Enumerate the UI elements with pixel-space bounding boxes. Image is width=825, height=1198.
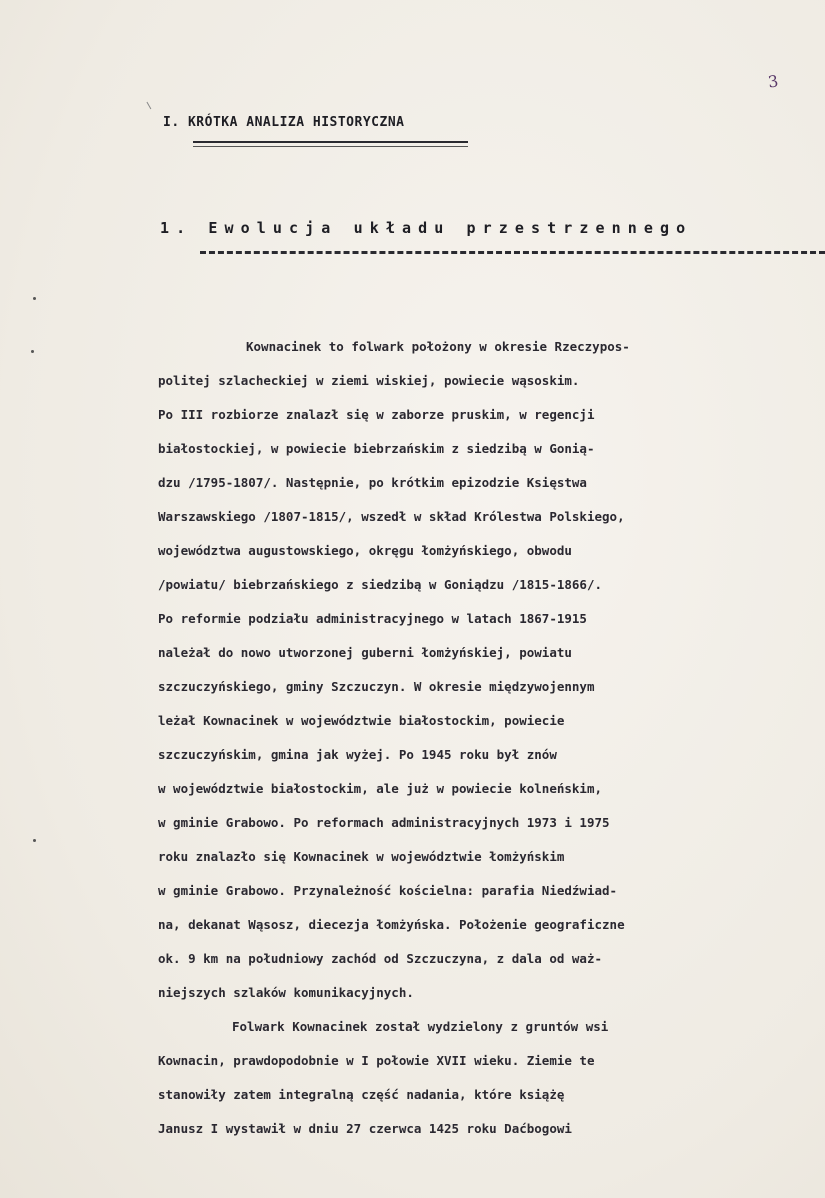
text-line: Po III rozbiorze znalazł się w zaborze pruskim, w regencji — [158, 407, 595, 422]
text-line: województwa augustowskiego, okręgu łomżyńskiego, obwodu — [158, 543, 572, 558]
text-line: politej szlacheckiej w ziemi wiskiej, powiecie wąsoskim. — [158, 373, 580, 388]
body-text — [158, 330, 818, 1146]
text-line: Janusz I wystawił w dniu 27 czerwca 1425 roku Daćbogowi — [158, 1121, 572, 1136]
text-line: /powiatu/ biebrzańskiego z siedzibą w Goniądzu /1815-1866/. — [158, 577, 603, 592]
text-line: Folwark Kownacinek został wydzielony z gruntów wsi — [232, 1019, 609, 1034]
text-line: szczuczyńskim, gmina jak wyżej. Po 1945 roku był znów — [158, 747, 557, 762]
text-line: Kownacinek to folwark położony w okresie Rzeczypos- — [246, 339, 630, 354]
paragraph-2 — [158, 1010, 818, 1146]
text-line: należał do nowo utworzonej guberni łomżyńskiej, powiatu — [158, 645, 572, 660]
text-line: na, dekanat Wąsosz, diecezja łomżyńska. Położenie geograficzne — [158, 917, 625, 932]
page-number: 3 — [766, 71, 780, 92]
paragraph-1 — [158, 330, 818, 1010]
text-line: roku znalazło się Kownacinek w województwie łomżyńskim — [158, 849, 565, 864]
text-line: Kownacin, prawdopodobnie w I połowie XVII wieku. Ziemie te — [158, 1053, 595, 1068]
text-line: Po reformie podziału administracyjnego w latach 1867-1915 — [158, 611, 587, 626]
margin-mark — [146, 99, 156, 109]
text-line: niejszych szlaków komunikacyjnych. — [158, 985, 414, 1000]
punch-hole-dot — [33, 297, 36, 300]
punch-hole-dot — [31, 350, 34, 353]
text-line: szczuczyńskiego, gminy Szczuczyn. W okresie międzywojennym — [158, 679, 595, 694]
text-line: białostockiej, w powiecie biebrzańskim z siedzibą w Gonią- — [158, 441, 595, 456]
text-line: leżał Kownacinek w województwie białostockim, powiecie — [158, 713, 565, 728]
chapter-heading: I. KRÓTKA ANALIZA HISTORYCZNA — [163, 115, 405, 130]
text-line: dzu /1795-1807/. Następnie, po krótkim epizodzie Księstwa — [158, 475, 587, 490]
chapter-heading-underline — [193, 141, 468, 147]
text-line: stanowiły zatem integralną część nadania, które książę — [158, 1087, 565, 1102]
text-line: Warszawskiego /1807-1815/, wszedł w skład Królestwa Polskiego, — [158, 509, 625, 524]
text-line: w gminie Grabowo. Przynależność kościelna: parafia Niedźwiad- — [158, 883, 618, 898]
section-heading: 1. Ewolucja układu przestrzennego — [160, 219, 693, 237]
text-line: w gminie Grabowo. Po reformach administracyjnych 1973 i 1975 — [158, 815, 610, 830]
text-line: w województwie białostockim, ale już w powiecie kolneńskim, — [158, 781, 603, 796]
text-line: ok. 9 km na południowy zachód od Szczuczyna, z dala od waż- — [158, 951, 603, 966]
section-heading-underline — [200, 251, 825, 256]
punch-hole-dot — [33, 839, 36, 842]
